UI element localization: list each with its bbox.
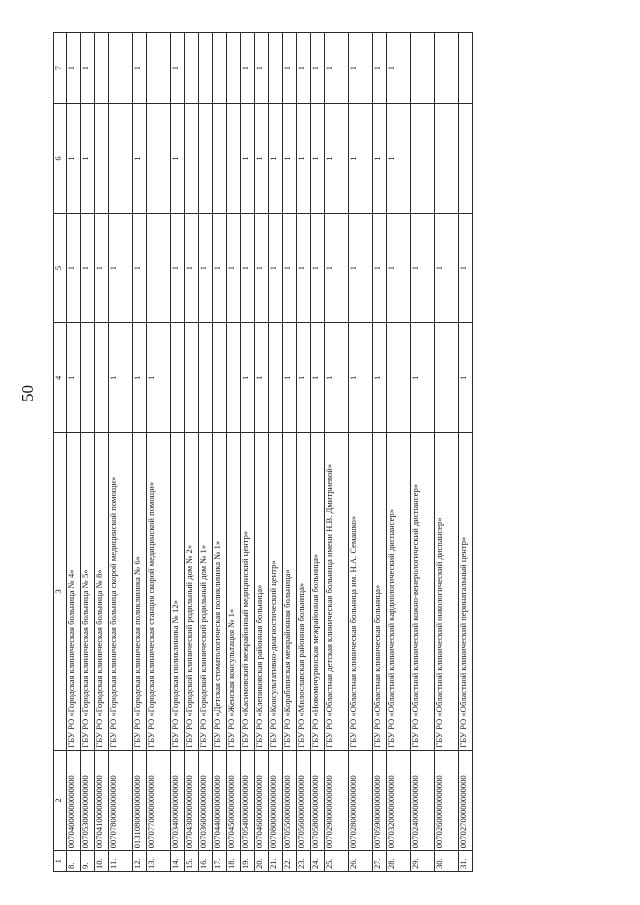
row-col-5: 1 [171,213,185,323]
row-col-5: 1 [373,213,387,323]
row-col-4: 1 [67,323,81,433]
row-name: ГБУ РО «Городская клиническая больница скорой медицинской помощи» [109,433,133,751]
table-row [241,33,255,872]
header-row [54,33,67,872]
row-name: ГБУ РО «Областной клинический кардиологический диспансер» [387,433,411,751]
table-row [109,33,133,872]
row-code: 00702600000000000 [435,750,459,851]
table-row [133,33,147,872]
row-col-7 [109,33,133,104]
row-col-7: 1 [241,33,255,104]
row-col-5: 1 [67,213,81,323]
row-col-4 [171,323,185,433]
row-code: 00704400000000000 [213,750,227,851]
row-col-5: 1 [297,213,311,323]
row-col-6: 1 [387,104,411,214]
row-col-5: 1 [109,213,133,323]
row-number: 21. [269,851,283,872]
row-number: 15. [185,851,199,872]
row-name: ГБУ РО «Милославская районная больница» [297,433,311,751]
row-col-7 [199,33,213,104]
row-number: 30. [435,851,459,872]
row-code: 00703400000000000 [171,750,185,851]
table-row [171,33,185,872]
row-code: 00702400000000000 [411,750,435,851]
row-col-4: 1 [349,323,373,433]
row-col-4: 1 [297,323,311,433]
row-col-6: 1 [67,104,81,214]
row-number: 8. [67,851,81,872]
row-col-4: 1 [373,323,387,433]
row-name: ГБУ РО «Областная клиническая больница им. Н.А. Семашко» [349,433,373,751]
row-name: ГБУ РО «Городской клинический родильный дом № 1» [199,433,213,751]
row-code: 01310800000000000 [133,750,147,851]
row-col-6: 1 [297,104,311,214]
row-col-6: 1 [241,104,255,214]
row-number: 18. [227,851,241,872]
column-header-6: 6 [54,104,67,214]
row-col-5: 1 [387,213,411,323]
row-col-7: 1 [311,33,325,104]
row-col-7: 1 [373,33,387,104]
row-number: 29. [411,851,435,872]
row-code: 00704600000000000 [255,750,269,851]
row-code: 00708000000000000 [269,750,283,851]
column-header-3: 3 [54,433,67,751]
row-name: ГБУ РО «Новомичуринская межрайонная больница» [311,433,325,751]
row-number: 28. [387,851,411,872]
row-code: 00707800000000000 [109,750,133,851]
column-header-2: 2 [54,750,67,851]
row-col-4: 1 [311,323,325,433]
row-col-7 [95,33,109,104]
row-col-5: 1 [81,213,95,323]
row-name: ГБУ РО «Городская клиническая поликлиника № 6» [133,433,147,751]
row-col-6 [459,104,473,214]
row-col-5 [147,213,171,323]
row-col-4 [213,323,227,433]
table-row [325,33,349,872]
row-col-6 [95,104,109,214]
row-name: ГБУ РО «Детская стоматологическая поликлиника № 1» [213,433,227,751]
row-name: ГБУ РО «Городской клинический родильный дом № 2» [185,433,199,751]
row-number: 12. [133,851,147,872]
row-number: 22. [283,851,297,872]
row-code: 00705900000000000 [373,750,387,851]
row-col-5: 1 [255,213,269,323]
row-col-7: 1 [67,33,81,104]
table-row [185,33,199,872]
row-number: 11. [109,851,133,872]
table-row [199,33,213,872]
row-code: 00704100000000000 [95,750,109,851]
row-col-5: 1 [185,213,199,323]
row-col-7: 1 [297,33,311,104]
row-col-7 [227,33,241,104]
row-col-4 [269,323,283,433]
row-code: 00702900000000000 [325,750,349,851]
row-number: 13. [147,851,171,872]
row-name: ГБУ РО «Городская клиническая больница № 4» [67,433,81,751]
row-col-7: 1 [349,33,373,104]
table-row [95,33,109,872]
row-code: 00705800000000000 [311,750,325,851]
row-name: ГБУ РО «Областная детская клиническая больница имени Н.В. Дмитриевой» [325,433,349,751]
table-row [67,33,81,872]
table-row [373,33,387,872]
row-col-7: 1 [283,33,297,104]
table-row [349,33,373,872]
row-col-4: 1 [147,323,171,433]
row-number: 26. [349,851,373,872]
row-col-6 [213,104,227,214]
row-name: ГБУ РО «Областной клинический перинатальный центр» [459,433,473,751]
row-number: 27. [373,851,387,872]
row-number: 14. [171,851,185,872]
row-col-5: 1 [349,213,373,323]
row-col-6: 1 [255,104,269,214]
row-number: 19. [241,851,255,872]
row-col-5: 1 [227,213,241,323]
row-col-5: 1 [199,213,213,323]
row-col-4: 1 [241,323,255,433]
table-row [269,33,283,872]
row-code: 00707700000000000 [147,750,171,851]
table-row [411,33,435,872]
row-col-7 [269,33,283,104]
row-number: 17. [213,851,227,872]
row-col-4 [227,323,241,433]
table-row [81,33,95,872]
row-name: ГБУ РО «Областной клинический кожно-венерологический диспансер» [411,433,435,751]
row-col-7 [435,33,459,104]
row-col-4: 1 [459,323,473,433]
row-col-5: 1 [325,213,349,323]
row-col-7 [213,33,227,104]
row-col-6 [411,104,435,214]
row-number: 24. [311,851,325,872]
row-code: 00705600000000000 [297,750,311,851]
table-row [435,33,459,872]
row-col-7: 1 [255,33,269,104]
row-number: 10. [95,851,109,872]
table-row [227,33,241,872]
row-col-7: 1 [133,33,147,104]
table-row [147,33,171,872]
row-name: ГБУ РО «Областная клиническая больница» [373,433,387,751]
row-col-6: 1 [373,104,387,214]
rotated-page [53,32,630,872]
row-col-6: 1 [283,104,297,214]
row-col-7: 1 [387,33,411,104]
row-code: 00703600000000000 [199,750,213,851]
page-number: 50 [18,385,37,402]
row-name: ГБУ РО «Клепиковская районная больница» [255,433,269,751]
row-col-4 [185,323,199,433]
row-col-4: 1 [411,323,435,433]
table-row [459,33,473,872]
row-col-5: 1 [241,213,255,323]
row-col-4 [435,323,459,433]
row-col-6 [109,104,133,214]
row-col-4: 1 [255,323,269,433]
row-name: ГБУ РО «Городская клиническая станция скорой медицинской помощи» [147,433,171,751]
row-col-4 [81,323,95,433]
row-name: ГБУ РО «Областной клинический онкологический диспансер» [435,433,459,751]
row-number: 25. [325,851,349,872]
row-number: 31. [459,851,473,872]
row-number: 16. [199,851,213,872]
row-number: 20. [255,851,269,872]
table-row [255,33,269,872]
row-col-4: 1 [325,323,349,433]
row-col-7: 1 [171,33,185,104]
row-number: 9. [81,851,95,872]
table-body [67,33,473,872]
row-number: 23. [297,851,311,872]
column-header-5: 5 [54,213,67,323]
table-row [283,33,297,872]
row-col-4 [199,323,213,433]
row-col-5: 1 [459,213,473,323]
row-col-6 [185,104,199,214]
row-col-6 [147,104,171,214]
row-code: 00704000000000000 [67,750,81,851]
row-col-6: 1 [171,104,185,214]
row-name: ГБУ РО «Касимовский межрайонный медицинский центр» [241,433,255,751]
row-col-5: 1 [95,213,109,323]
table-row [387,33,411,872]
row-col-4: 1 [133,323,147,433]
row-name: ГБУ РО «Городская клиническая больница № 5» [81,433,95,751]
row-name: ГБУ РО «Консультативно-диагностический центр» [269,433,283,751]
row-col-4: 1 [283,323,297,433]
row-col-6: 1 [269,104,283,214]
row-code: 00704500000000000 [227,750,241,851]
row-col-7: 1 [81,33,95,104]
row-col-6: 1 [325,104,349,214]
table-row [213,33,227,872]
row-col-5: 1 [283,213,297,323]
row-code: 00705300000000000 [81,750,95,851]
row-name: ГБУ РО «Городская поликлиника № 12» [171,433,185,751]
row-col-6: 1 [133,104,147,214]
row-code: 00703200000000000 [387,750,411,851]
facilities-table [53,32,473,872]
row-code: 00702700000000000 [459,750,473,851]
row-col-4 [95,323,109,433]
row-col-5: 1 [269,213,283,323]
row-col-7 [185,33,199,104]
row-code: 00705400000000000 [241,750,255,851]
row-name: ГБУ РО «Городская клиническая больница № 8» [95,433,109,751]
row-code: 00705500000000000 [283,750,297,851]
row-name: ГБУ РО «Женская консультация № 1» [227,433,241,751]
row-col-6 [435,104,459,214]
row-col-6: 1 [311,104,325,214]
row-name: ГБУ РО «Кораблинская межрайонная больница» [283,433,297,751]
column-header-7: 7 [54,33,67,104]
row-col-7 [459,33,473,104]
row-col-5: 1 [435,213,459,323]
row-col-6: 1 [81,104,95,214]
row-col-5: 1 [213,213,227,323]
row-col-7: 1 [325,33,349,104]
row-col-6: 1 [349,104,373,214]
column-header-1: 1 [54,851,67,872]
row-col-5: 1 [133,213,147,323]
row-col-5: 1 [411,213,435,323]
row-col-6 [199,104,213,214]
table-row [297,33,311,872]
row-col-4: 1 [109,323,133,433]
row-col-7 [411,33,435,104]
row-code: 00704300000000000 [185,750,199,851]
row-col-7 [147,33,171,104]
row-col-5: 1 [311,213,325,323]
row-col-4 [387,323,411,433]
column-header-4: 4 [54,323,67,433]
table-row [311,33,325,872]
row-col-6 [227,104,241,214]
row-code: 00702800000000000 [349,750,373,851]
